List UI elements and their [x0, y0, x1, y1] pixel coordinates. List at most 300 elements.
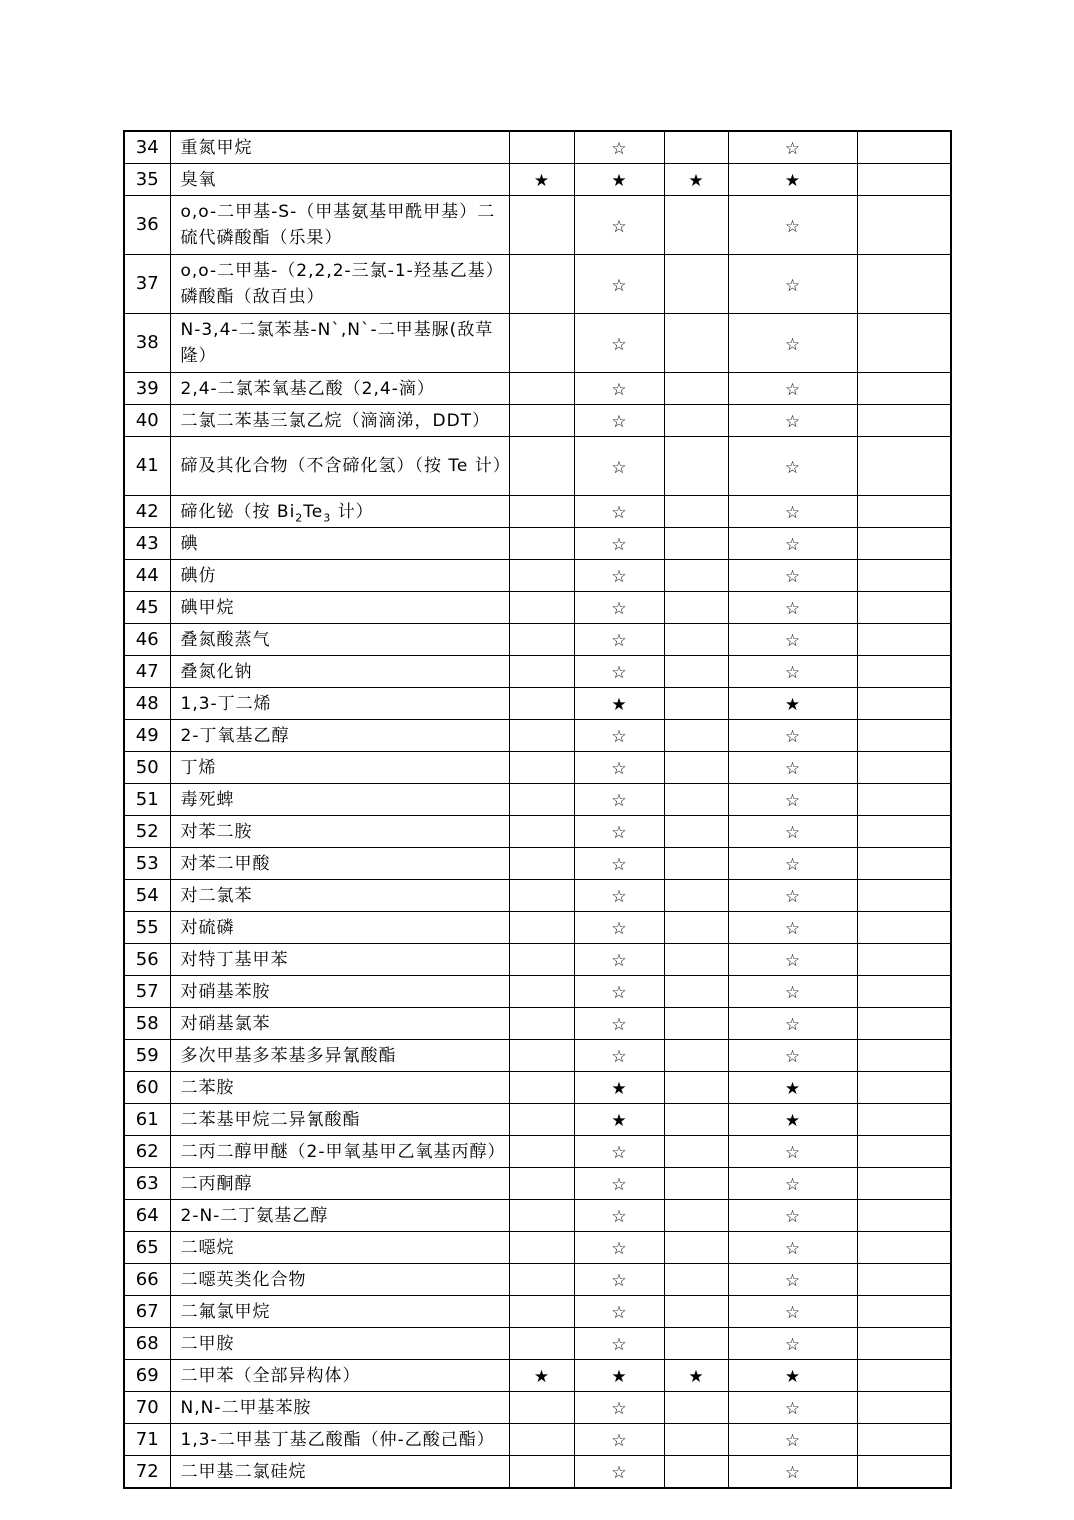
mark-cell-c1 — [509, 592, 574, 624]
substance-name: 二苯基甲烷二异氰酸酯 — [170, 1104, 509, 1136]
substance-name: o,o-二甲基-（2,2,2-三氯-1-羟基乙基）磷酸酯（敌百虫） — [170, 255, 509, 314]
substance-name: 二丙二醇甲醚（2-甲氧基甲乙氧基丙醇） — [170, 1136, 509, 1168]
row-number: 51 — [124, 784, 170, 816]
mark-cell-c2: ☆ — [574, 592, 664, 624]
mark-cell-c5 — [857, 688, 951, 720]
mark-cell-c3 — [664, 1392, 728, 1424]
table-row — [124, 1264, 951, 1296]
substance-name: 二甲苯（全部异构体） — [170, 1360, 509, 1392]
row-number: 50 — [124, 752, 170, 784]
mark-cell-c1 — [509, 1232, 574, 1264]
mark-cell-c4: ☆ — [728, 196, 857, 255]
mark-cell-c1: ★ — [509, 1360, 574, 1392]
mark-cell-c4: ☆ — [728, 1168, 857, 1200]
table-row — [124, 1072, 951, 1104]
mark-cell-c2: ☆ — [574, 373, 664, 405]
row-number: 60 — [124, 1072, 170, 1104]
mark-cell-c1 — [509, 1072, 574, 1104]
substance-table — [123, 130, 952, 1489]
mark-cell-c1 — [509, 656, 574, 688]
mark-cell-c3 — [664, 1168, 728, 1200]
row-number: 54 — [124, 880, 170, 912]
mark-cell-c4: ☆ — [728, 752, 857, 784]
mark-cell-c3 — [664, 131, 728, 164]
substance-name: 二氯二苯基三氯乙烷（滴滴涕，DDT） — [170, 405, 509, 437]
table-row — [124, 373, 951, 405]
row-number: 62 — [124, 1136, 170, 1168]
mark-cell-c5 — [857, 944, 951, 976]
table-row — [124, 1008, 951, 1040]
table-row — [124, 1392, 951, 1424]
mark-cell-c4: ★ — [728, 1104, 857, 1136]
mark-cell-c3 — [664, 1136, 728, 1168]
mark-cell-c5 — [857, 1296, 951, 1328]
substance-name: 对硝基氯苯 — [170, 1008, 509, 1040]
mark-cell-c1: ★ — [509, 164, 574, 196]
row-number: 65 — [124, 1232, 170, 1264]
mark-cell-c1 — [509, 976, 574, 1008]
mark-cell-c1 — [509, 784, 574, 816]
mark-cell-c2: ☆ — [574, 1040, 664, 1072]
mark-cell-c2: ☆ — [574, 1008, 664, 1040]
mark-cell-c1 — [509, 255, 574, 314]
table-row — [124, 314, 951, 373]
row-number: 43 — [124, 528, 170, 560]
mark-cell-c5 — [857, 848, 951, 880]
row-number: 67 — [124, 1296, 170, 1328]
mark-cell-c3 — [664, 784, 728, 816]
mark-cell-c1 — [509, 196, 574, 255]
mark-cell-c5 — [857, 164, 951, 196]
table-row — [124, 880, 951, 912]
row-number: 56 — [124, 944, 170, 976]
mark-cell-c3 — [664, 1072, 728, 1104]
mark-cell-c3 — [664, 1200, 728, 1232]
mark-cell-c4: ☆ — [728, 1200, 857, 1232]
mark-cell-c2: ☆ — [574, 624, 664, 656]
table-row — [124, 528, 951, 560]
mark-cell-c4: ☆ — [728, 1392, 857, 1424]
row-number: 40 — [124, 405, 170, 437]
mark-cell-c4: ☆ — [728, 592, 857, 624]
substance-name: 对苯二甲酸 — [170, 848, 509, 880]
mark-cell-c5 — [857, 1136, 951, 1168]
mark-cell-c2: ☆ — [574, 1200, 664, 1232]
mark-cell-c2: ☆ — [574, 880, 664, 912]
table-row — [124, 944, 951, 976]
substance-name: 二丙酮醇 — [170, 1168, 509, 1200]
mark-cell-c4: ★ — [728, 1360, 857, 1392]
mark-cell-c3 — [664, 624, 728, 656]
table-body — [124, 131, 951, 1488]
substance-name: 对二氯苯 — [170, 880, 509, 912]
substance-name: 碘仿 — [170, 560, 509, 592]
mark-cell-c4: ☆ — [728, 720, 857, 752]
mark-cell-c2: ☆ — [574, 528, 664, 560]
table-row — [124, 255, 951, 314]
mark-cell-c4: ☆ — [728, 1136, 857, 1168]
row-number: 45 — [124, 592, 170, 624]
substance-name: 二苯胺 — [170, 1072, 509, 1104]
mark-cell-c5 — [857, 1200, 951, 1232]
mark-cell-c5 — [857, 1168, 951, 1200]
mark-cell-c5 — [857, 1360, 951, 1392]
table-row — [124, 912, 951, 944]
substance-name: 二甲胺 — [170, 1328, 509, 1360]
mark-cell-c3 — [664, 1328, 728, 1360]
row-number: 34 — [124, 131, 170, 164]
mark-cell-c2: ☆ — [574, 405, 664, 437]
substance-name: N-3,4-二氯苯基-N`,N`-二甲基脲(敌草隆） — [170, 314, 509, 373]
mark-cell-c1 — [509, 1392, 574, 1424]
mark-cell-c5 — [857, 1392, 951, 1424]
mark-cell-c5 — [857, 656, 951, 688]
mark-cell-c5 — [857, 560, 951, 592]
mark-cell-c5 — [857, 720, 951, 752]
mark-cell-c5 — [857, 314, 951, 373]
substance-name: 2-丁氧基乙醇 — [170, 720, 509, 752]
substance-name-part: 碲化铋（按 Bi — [180, 501, 296, 522]
mark-cell-c3 — [664, 1456, 728, 1489]
mark-cell-c5 — [857, 1328, 951, 1360]
mark-cell-c2: ☆ — [574, 1264, 664, 1296]
mark-cell-c5 — [857, 437, 951, 496]
mark-cell-c4: ★ — [728, 1072, 857, 1104]
table-row — [124, 1200, 951, 1232]
mark-cell-c2: ☆ — [574, 255, 664, 314]
mark-cell-c5 — [857, 752, 951, 784]
mark-cell-c4: ☆ — [728, 437, 857, 496]
mark-cell-c4: ☆ — [728, 405, 857, 437]
row-number: 42 — [124, 496, 170, 528]
table-row — [124, 405, 951, 437]
mark-cell-c4: ☆ — [728, 496, 857, 528]
mark-cell-c1 — [509, 1296, 574, 1328]
mark-cell-c3 — [664, 496, 728, 528]
mark-cell-c2: ☆ — [574, 720, 664, 752]
mark-cell-c5 — [857, 1104, 951, 1136]
mark-cell-c3 — [664, 688, 728, 720]
row-number: 37 — [124, 255, 170, 314]
mark-cell-c1 — [509, 1200, 574, 1232]
row-number: 70 — [124, 1392, 170, 1424]
row-number: 63 — [124, 1168, 170, 1200]
mark-cell-c5 — [857, 1040, 951, 1072]
mark-cell-c1 — [509, 1456, 574, 1489]
mark-cell-c4: ★ — [728, 688, 857, 720]
substance-name: 碲及其化合物（不含碲化氢）（按 Te 计） — [170, 437, 509, 496]
mark-cell-c2: ★ — [574, 1104, 664, 1136]
substance-name-part: 计） — [331, 501, 374, 522]
mark-cell-c2: ☆ — [574, 1456, 664, 1489]
mark-cell-c4: ☆ — [728, 1328, 857, 1360]
substance-name: 2,4-二氯苯氧基乙酸（2,4-滴） — [170, 373, 509, 405]
mark-cell-c3 — [664, 912, 728, 944]
mark-cell-c5 — [857, 592, 951, 624]
row-number: 61 — [124, 1104, 170, 1136]
table-row — [124, 784, 951, 816]
row-number: 39 — [124, 373, 170, 405]
mark-cell-c4: ☆ — [728, 131, 857, 164]
mark-cell-c3 — [664, 592, 728, 624]
mark-cell-c2: ☆ — [574, 1424, 664, 1456]
mark-cell-c1 — [509, 314, 574, 373]
substance-name — [170, 496, 509, 528]
table-row — [124, 560, 951, 592]
table-row — [124, 816, 951, 848]
mark-cell-c1 — [509, 1104, 574, 1136]
substance-name: 二噁烷 — [170, 1232, 509, 1264]
mark-cell-c1 — [509, 624, 574, 656]
substance-name: 2-N-二丁氨基乙醇 — [170, 1200, 509, 1232]
table-row — [124, 752, 951, 784]
mark-cell-c4: ☆ — [728, 528, 857, 560]
table-row — [124, 1424, 951, 1456]
substance-name: 多次甲基多苯基多异氰酸酯 — [170, 1040, 509, 1072]
substance-name: 毒死蜱 — [170, 784, 509, 816]
mark-cell-c2: ☆ — [574, 1232, 664, 1264]
mark-cell-c5 — [857, 373, 951, 405]
row-number: 38 — [124, 314, 170, 373]
mark-cell-c3 — [664, 373, 728, 405]
mark-cell-c1 — [509, 560, 574, 592]
row-number: 68 — [124, 1328, 170, 1360]
table-row — [124, 848, 951, 880]
table-row — [124, 1328, 951, 1360]
table-row — [124, 1296, 951, 1328]
table-row — [124, 196, 951, 255]
mark-cell-c3 — [664, 1008, 728, 1040]
mark-cell-c4: ☆ — [728, 976, 857, 1008]
mark-cell-c1 — [509, 373, 574, 405]
mark-cell-c3 — [664, 1040, 728, 1072]
mark-cell-c2: ★ — [574, 1360, 664, 1392]
mark-cell-c2: ☆ — [574, 912, 664, 944]
mark-cell-c4: ☆ — [728, 912, 857, 944]
mark-cell-c3 — [664, 1264, 728, 1296]
row-number: 71 — [124, 1424, 170, 1456]
mark-cell-c1 — [509, 1424, 574, 1456]
substance-name: 臭氧 — [170, 164, 509, 196]
mark-cell-c4: ☆ — [728, 1456, 857, 1489]
mark-cell-c4: ★ — [728, 164, 857, 196]
mark-cell-c5 — [857, 1424, 951, 1456]
row-number: 66 — [124, 1264, 170, 1296]
substance-name: N,N-二甲基苯胺 — [170, 1392, 509, 1424]
mark-cell-c5 — [857, 196, 951, 255]
mark-cell-c1 — [509, 496, 574, 528]
row-number: 53 — [124, 848, 170, 880]
row-number: 55 — [124, 912, 170, 944]
mark-cell-c4: ☆ — [728, 880, 857, 912]
mark-cell-c5 — [857, 1232, 951, 1264]
substance-name: 碘 — [170, 528, 509, 560]
mark-cell-c3 — [664, 720, 728, 752]
mark-cell-c2: ☆ — [574, 131, 664, 164]
substance-name-part: 3 — [323, 510, 332, 524]
substance-name: 丁烯 — [170, 752, 509, 784]
substance-name: 碘甲烷 — [170, 592, 509, 624]
table-row — [124, 1360, 951, 1392]
mark-cell-c2: ☆ — [574, 976, 664, 1008]
mark-cell-c2: ☆ — [574, 196, 664, 255]
mark-cell-c1 — [509, 1040, 574, 1072]
mark-cell-c2: ☆ — [574, 1168, 664, 1200]
mark-cell-c4: ☆ — [728, 656, 857, 688]
mark-cell-c1 — [509, 944, 574, 976]
mark-cell-c5 — [857, 1072, 951, 1104]
substance-name: 1,3-二甲基丁基乙酸酯（仲-乙酸己酯） — [170, 1424, 509, 1456]
mark-cell-c5 — [857, 255, 951, 314]
mark-cell-c1 — [509, 752, 574, 784]
table-row — [124, 1232, 951, 1264]
mark-cell-c3 — [664, 314, 728, 373]
table-row — [124, 624, 951, 656]
mark-cell-c2: ☆ — [574, 1328, 664, 1360]
mark-cell-c4: ☆ — [728, 848, 857, 880]
mark-cell-c1 — [509, 528, 574, 560]
table-row — [124, 592, 951, 624]
mark-cell-c1 — [509, 912, 574, 944]
mark-cell-c3 — [664, 944, 728, 976]
mark-cell-c3 — [664, 437, 728, 496]
row-number: 58 — [124, 1008, 170, 1040]
row-number: 41 — [124, 437, 170, 496]
mark-cell-c2: ☆ — [574, 1392, 664, 1424]
substance-name: 对苯二胺 — [170, 816, 509, 848]
mark-cell-c3: ★ — [664, 164, 728, 196]
mark-cell-c5 — [857, 1456, 951, 1489]
row-number: 46 — [124, 624, 170, 656]
table-row — [124, 1136, 951, 1168]
mark-cell-c4: ☆ — [728, 1264, 857, 1296]
row-number: 69 — [124, 1360, 170, 1392]
mark-cell-c5 — [857, 880, 951, 912]
mark-cell-c2: ★ — [574, 1072, 664, 1104]
table-row — [124, 1104, 951, 1136]
row-number: 72 — [124, 1456, 170, 1489]
mark-cell-c5 — [857, 784, 951, 816]
substance-name: 叠氮酸蒸气 — [170, 624, 509, 656]
substance-name: 二甲基二氯硅烷 — [170, 1456, 509, 1489]
mark-cell-c4: ☆ — [728, 255, 857, 314]
mark-cell-c1 — [509, 437, 574, 496]
table-row — [124, 496, 951, 528]
row-number: 35 — [124, 164, 170, 196]
mark-cell-c4: ☆ — [728, 784, 857, 816]
mark-cell-c3 — [664, 196, 728, 255]
mark-cell-c5 — [857, 976, 951, 1008]
mark-cell-c2: ☆ — [574, 1136, 664, 1168]
mark-cell-c3 — [664, 1104, 728, 1136]
substance-name: 对硝基苯胺 — [170, 976, 509, 1008]
mark-cell-c1 — [509, 688, 574, 720]
row-number: 49 — [124, 720, 170, 752]
mark-cell-c3 — [664, 1296, 728, 1328]
mark-cell-c2: ☆ — [574, 314, 664, 373]
mark-cell-c1 — [509, 131, 574, 164]
table-row — [124, 720, 951, 752]
mark-cell-c3 — [664, 255, 728, 314]
mark-cell-c2: ☆ — [574, 496, 664, 528]
mark-cell-c2: ☆ — [574, 784, 664, 816]
mark-cell-c3 — [664, 560, 728, 592]
table-row — [124, 437, 951, 496]
mark-cell-c4: ☆ — [728, 944, 857, 976]
mark-cell-c5 — [857, 528, 951, 560]
mark-cell-c3 — [664, 1232, 728, 1264]
substance-name: 叠氮化钠 — [170, 656, 509, 688]
mark-cell-c1 — [509, 1168, 574, 1200]
mark-cell-c2: ★ — [574, 164, 664, 196]
mark-cell-c3 — [664, 880, 728, 912]
table-row — [124, 656, 951, 688]
mark-cell-c3 — [664, 752, 728, 784]
mark-cell-c5 — [857, 816, 951, 848]
row-number: 52 — [124, 816, 170, 848]
row-number: 44 — [124, 560, 170, 592]
table-row — [124, 1456, 951, 1489]
table-row — [124, 1168, 951, 1200]
table-row — [124, 164, 951, 196]
mark-cell-c1 — [509, 720, 574, 752]
row-number: 48 — [124, 688, 170, 720]
mark-cell-c4: ☆ — [728, 1424, 857, 1456]
mark-cell-c1 — [509, 1264, 574, 1296]
mark-cell-c5 — [857, 912, 951, 944]
mark-cell-c2: ☆ — [574, 816, 664, 848]
substance-name: 1,3-丁二烯 — [170, 688, 509, 720]
mark-cell-c4: ☆ — [728, 560, 857, 592]
mark-cell-c2: ☆ — [574, 656, 664, 688]
mark-cell-c1 — [509, 816, 574, 848]
mark-cell-c4: ☆ — [728, 624, 857, 656]
mark-cell-c5 — [857, 405, 951, 437]
row-number: 47 — [124, 656, 170, 688]
mark-cell-c3 — [664, 848, 728, 880]
mark-cell-c2: ☆ — [574, 848, 664, 880]
table-row — [124, 688, 951, 720]
mark-cell-c2: ☆ — [574, 437, 664, 496]
table-row — [124, 976, 951, 1008]
mark-cell-c5 — [857, 131, 951, 164]
substance-name-part: 2 — [295, 510, 304, 524]
mark-cell-c3: ★ — [664, 1360, 728, 1392]
substance-name: 二噁英类化合物 — [170, 1264, 509, 1296]
mark-cell-c3 — [664, 405, 728, 437]
row-number: 36 — [124, 196, 170, 255]
mark-cell-c4: ☆ — [728, 1296, 857, 1328]
substance-name-part: Te — [303, 501, 324, 522]
row-number: 57 — [124, 976, 170, 1008]
mark-cell-c2: ☆ — [574, 1296, 664, 1328]
mark-cell-c2: ☆ — [574, 560, 664, 592]
mark-cell-c4: ☆ — [728, 1040, 857, 1072]
mark-cell-c5 — [857, 496, 951, 528]
table-row — [124, 1040, 951, 1072]
row-number: 64 — [124, 1200, 170, 1232]
table-row — [124, 131, 951, 164]
mark-cell-c2: ☆ — [574, 944, 664, 976]
mark-cell-c3 — [664, 976, 728, 1008]
mark-cell-c4: ☆ — [728, 816, 857, 848]
mark-cell-c4: ☆ — [728, 373, 857, 405]
mark-cell-c3 — [664, 1424, 728, 1456]
mark-cell-c5 — [857, 1008, 951, 1040]
substance-name: 二氟氯甲烷 — [170, 1296, 509, 1328]
mark-cell-c1 — [509, 405, 574, 437]
mark-cell-c5 — [857, 624, 951, 656]
